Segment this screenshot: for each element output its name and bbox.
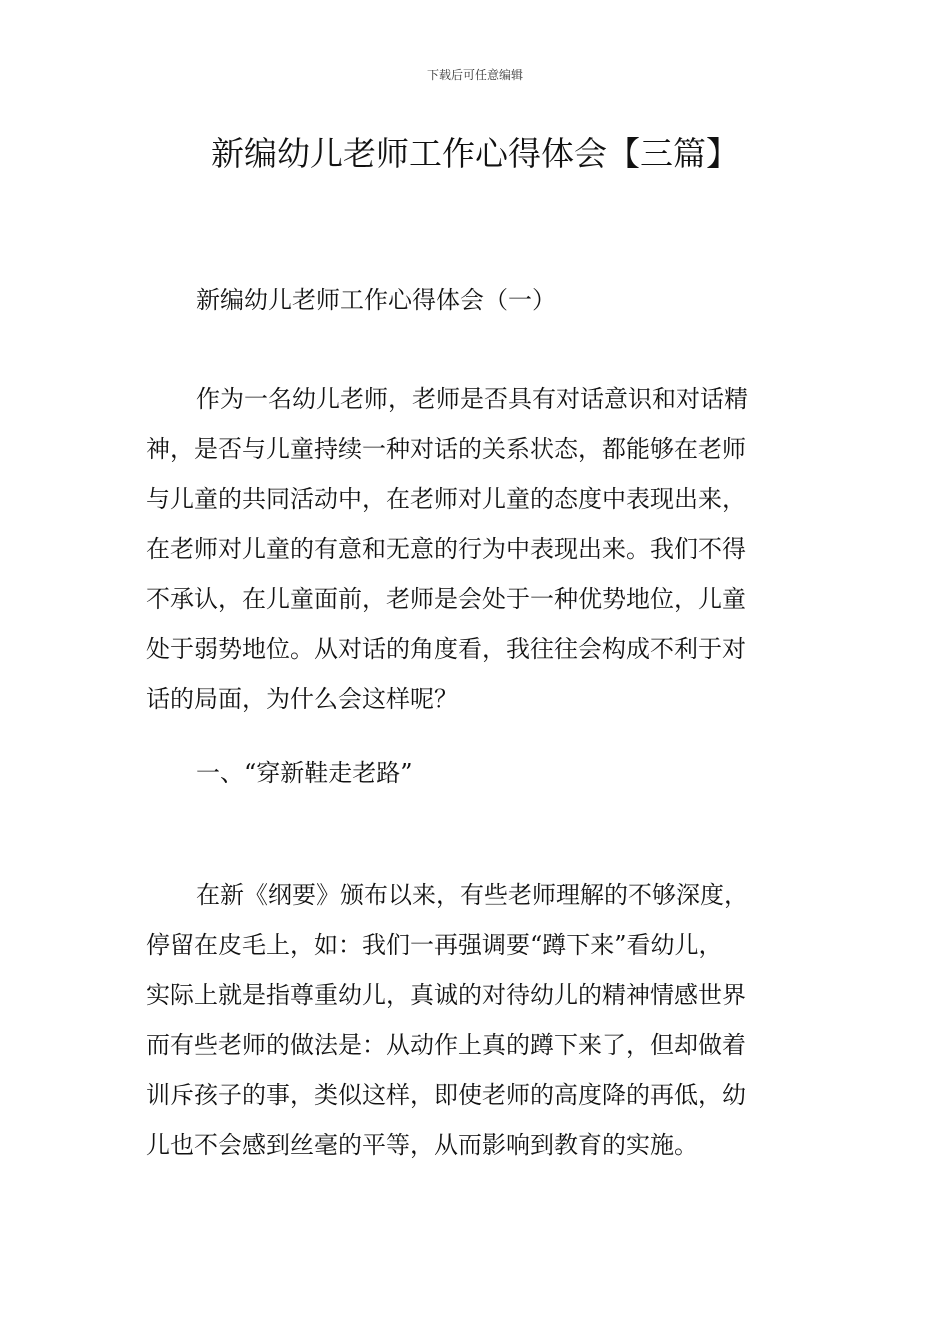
paragraph-line: 停留在皮毛上，如：我们一再强调要“蹲下来”看幼儿， [146, 931, 723, 959]
section-heading: 新编幼儿老师工作心得体会（一） [196, 286, 556, 314]
paragraph-line: 与儿童的共同活动中，在老师对儿童的态度中表现出来， [146, 485, 746, 513]
document-title: 新编幼儿老师工作心得体会【三篇】 [211, 134, 739, 173]
paragraph-line: 而有些老师的做法是：从动作上真的蹲下来了，但却做着 [146, 1031, 746, 1059]
paragraph-line: 训斥孩子的事，类似这样，即使老师的高度降的再低，幼 [146, 1081, 746, 1109]
paragraph-line: 实际上就是指尊重幼儿，真诚的对待幼儿的精神情感世界 [146, 981, 746, 1009]
header-note: 下载后可任意编辑 [426, 68, 523, 82]
paragraph-line: 处于弱势地位。从对话的角度看，我往往会构成不利于对 [146, 635, 746, 663]
subheading: 一、“穿新鞋走老路” [196, 759, 413, 787]
paragraph-line: 神，是否与儿童持续一种对话的关系状态，都能够在老师 [146, 435, 746, 463]
paragraph-line: 不承认，在儿童面前，老师是会处于一种优势地位，儿童 [146, 585, 746, 613]
paragraph-line: 在老师对儿童的有意和无意的行为中表现出来。我们不得 [146, 535, 746, 563]
paragraph-1 [146, 374, 806, 724]
paragraph-line: 在新《纲要》颁布以来，有些老师理解的不够深度， [196, 881, 748, 909]
paragraph-line: 话的局面，为什么会这样呢？ [146, 685, 458, 713]
paragraph-2 [146, 870, 806, 1170]
paragraph-line: 作为一名幼儿老师，老师是否具有对话意识和对话精 [196, 385, 748, 413]
paragraph-line: 儿也不会感到丝毫的平等，从而影响到教育的实施。 [146, 1131, 698, 1159]
